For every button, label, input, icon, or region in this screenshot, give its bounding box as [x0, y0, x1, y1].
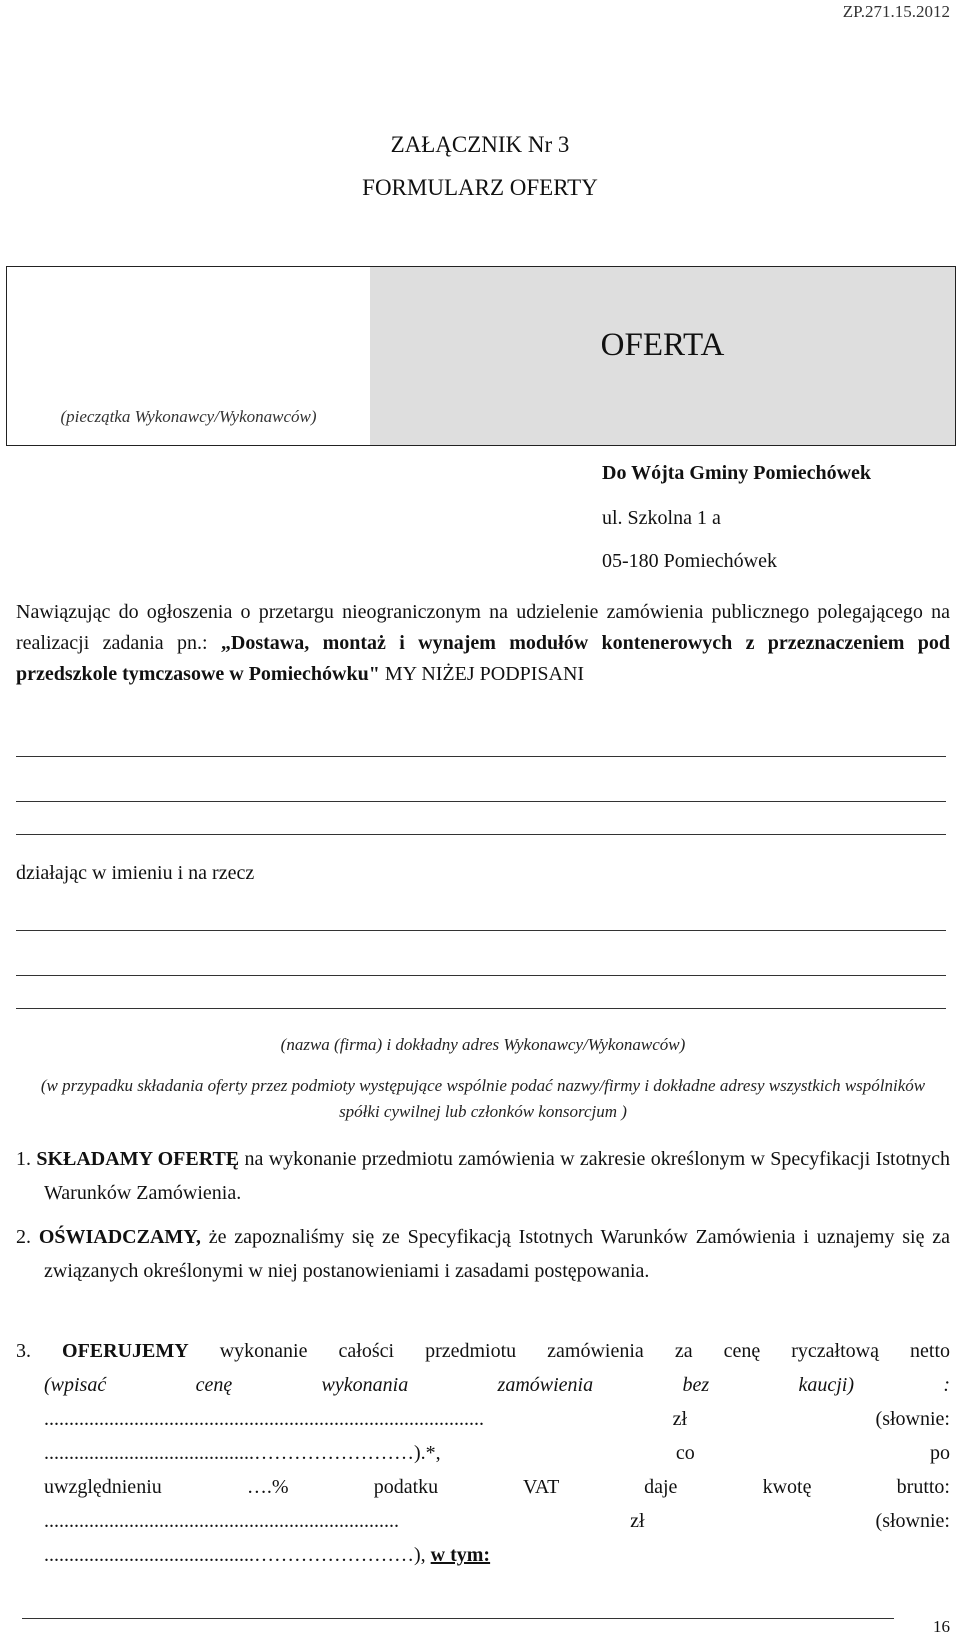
in-that-label: w tym: [430, 1544, 491, 1566]
item-body: że zapoznaliśmy się ze Specyfikacją Istotnych Warunków Zamówienia i uznajemy się za związanych określonymi w niej postanowieniami i zasadami postępowania. [44, 1226, 951, 1282]
recipient-city: 05-180 Pomiechówek [602, 550, 777, 572]
item-number: 3. [16, 1340, 31, 1362]
acting-on-behalf-label: działając w imieniu i na rzecz [16, 862, 255, 884]
item-1 [16, 1142, 950, 1210]
gross-price-words-field[interactable]: ..........................................……………………), [44, 1544, 426, 1566]
price-instruction: (wpisać cenę wykonania zamówienia bez kaucji) : [44, 1374, 950, 1396]
stamp-area [7, 267, 371, 445]
fill-line[interactable] [16, 756, 946, 757]
offer-header-box [6, 266, 956, 446]
form-title: FORMULARZ OFERTY [362, 175, 598, 200]
task-name: „Dostawa, montaż i wynajem modułów kontenerowych z przeznaczeniem pod przedszkole tymczasowe w Pomiechówku" [16, 632, 950, 685]
item-keyword: OFERUJEMY [62, 1340, 189, 1362]
item-number: 1. [16, 1148, 31, 1170]
item-3 [16, 1334, 950, 1572]
fill-line[interactable] [16, 930, 946, 931]
item-body: na wykonanie przedmiotu zamówienia w zakresie określonym w Specyfikacji Istotnych Warunków Zamówienia. [44, 1148, 951, 1204]
fill-line[interactable] [16, 801, 946, 802]
recipient-street: ul. Szkolna 1 a [602, 507, 721, 529]
fill-line[interactable] [16, 834, 946, 835]
gross-price-field[interactable]: ....................................................................... zł (słownie: [44, 1510, 950, 1532]
item-3-line [16, 1334, 950, 1368]
item-keyword: SKŁADAMY OFERTĘ [36, 1148, 240, 1170]
net-price-words-field[interactable]: ..........................................……………………).*, co po [44, 1442, 950, 1464]
attachment-title: ZAŁĄCZNIK Nr 3 [390, 132, 570, 157]
offer-heading-area [370, 267, 955, 445]
company-caption: (nazwa (firma) i dokładny adres Wykonawcy/Wykonawców) [280, 1035, 686, 1054]
intro-signatories: MY NIŻEJ PODPISANI [384, 663, 585, 685]
page-number: 16 [933, 1617, 950, 1636]
document-reference: ZP.271.15.2012 [842, 2, 950, 21]
offer-heading: OFERTA [600, 327, 725, 363]
item-2 [16, 1220, 950, 1288]
recipient-name: Do Wójta Gminy Pomiechówek [602, 462, 872, 484]
net-price-field[interactable]: ........................................................................................ zł (słownie: [44, 1408, 950, 1430]
item-keyword: OŚWIADCZAMY, [38, 1226, 201, 1248]
intro-paragraph [16, 597, 950, 690]
intro-text: Nawiązując do ogłoszenia o przetargu nieograniczonym na udzielenie zamówienia publicznego polegającego na realizacji zadania pn.: [16, 601, 950, 654]
item-2-text [16, 1220, 950, 1288]
stamp-caption: (pieczątka Wykonawcy/Wykonawców) [60, 407, 317, 426]
vat-line: uwzględnieniu ….% podatku VAT daje kwotę brutto: [44, 1476, 950, 1498]
fill-line[interactable] [16, 975, 946, 976]
consortium-note: (w przypadku składania oferty przez podmioty występujące wspólnie podać nazwy/firmy i dokładne adresy wszystkich wspólników spółki cywilnej lub członków konsorcjum ) [40, 1076, 926, 1121]
fill-line[interactable] [16, 1008, 946, 1009]
item-body: wykonanie całości przedmiotu zamówienia za cenę ryczałtową netto [219, 1340, 951, 1362]
item-1-text [16, 1142, 950, 1210]
footer-line [22, 1618, 894, 1619]
item-number: 2. [16, 1226, 31, 1248]
gross-price-words-row [16, 1538, 950, 1572]
